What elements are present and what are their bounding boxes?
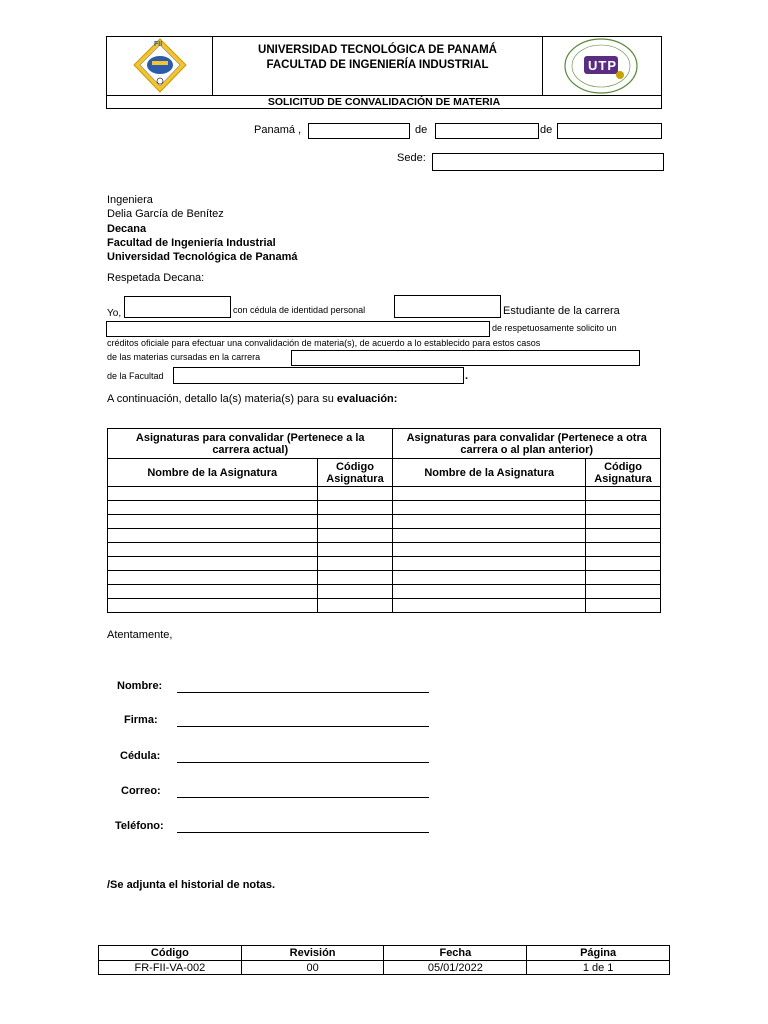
footer-table	[98, 945, 670, 975]
telefono-label: Teléfono:	[115, 820, 164, 832]
yo-label: Yo,	[107, 308, 122, 319]
cell-code-other[interactable]	[586, 571, 661, 585]
facultad-input[interactable]	[173, 367, 464, 384]
greeting: Respetada Decana:	[107, 272, 205, 284]
detalle-line	[107, 393, 397, 405]
cell-name-current[interactable]	[108, 501, 318, 515]
recipient-faculty: Facultad de Ingeniería Industrial	[107, 237, 276, 249]
correo-label: Correo:	[121, 785, 161, 797]
period: .	[465, 370, 469, 382]
cell-name-current[interactable]	[108, 585, 318, 599]
cell-name-current[interactable]	[108, 571, 318, 585]
cell-code-current[interactable]	[317, 571, 393, 585]
footer-value-revision: 00	[241, 961, 384, 975]
cedula-text: con cédula de identidad personal	[233, 305, 366, 315]
nombre-line[interactable]	[177, 692, 429, 693]
telefono-line[interactable]	[177, 832, 429, 833]
materias-text: de las materias cursadas en la carrera	[107, 352, 261, 362]
col-header-name-other: Nombre de la Asignatura	[393, 459, 586, 487]
cell-name-current[interactable]	[108, 599, 318, 613]
utp-logo-text: UTP	[588, 58, 617, 73]
recipient-title: Ingeniera	[107, 194, 153, 206]
cell-name-current[interactable]	[108, 487, 318, 501]
recipient-name: Delia García de Benítez	[107, 208, 224, 220]
footer-value-codigo: FR-FII-VA-002	[99, 961, 242, 975]
col-header-name-current: Nombre de la Asignatura	[108, 459, 318, 487]
cell-name-current[interactable]	[108, 543, 318, 557]
cell-code-other[interactable]	[586, 543, 661, 557]
cedula-sig-label: Cédula:	[120, 750, 161, 762]
cell-code-other[interactable]	[586, 557, 661, 571]
carrera-input[interactable]	[106, 321, 490, 337]
table-row	[108, 515, 661, 529]
closing: Atentamente,	[107, 629, 173, 641]
table-row	[108, 571, 661, 585]
estudiante-text: Estudiante de la carrera	[503, 305, 620, 317]
footer-header-revision: Revisión	[241, 946, 384, 961]
footer-header-codigo: Código	[99, 946, 242, 961]
respetuosamente-text: de respetuosamente solicito un	[492, 323, 617, 333]
recipient-role: Decana	[107, 223, 147, 235]
cell-code-other[interactable]	[586, 599, 661, 613]
correo-line[interactable]	[177, 797, 429, 798]
cell-name-other[interactable]	[393, 529, 586, 543]
group-header-other: Asignaturas para convalidar (Pertenece a otra carrera o al plan anterior)	[393, 429, 661, 459]
cell-code-other[interactable]	[586, 487, 661, 501]
cell-code-other[interactable]	[586, 501, 661, 515]
col-header-code-other: Código Asignatura	[586, 459, 661, 487]
de-label-1: de	[415, 124, 428, 136]
fii-logo	[132, 37, 188, 94]
cell-name-other[interactable]	[393, 599, 586, 613]
footer-value-fecha: 05/01/2022	[384, 961, 527, 975]
sede-input[interactable]	[432, 153, 664, 171]
form-title: SOLICITUD DE CONVALIDACIÓN DE MATERIA	[267, 96, 501, 108]
subjects-table	[107, 428, 661, 613]
cell-name-other[interactable]	[393, 585, 586, 599]
city-label: Panamá ,	[254, 124, 302, 136]
footer-header-pagina: Página	[527, 946, 670, 961]
group-header-current: Asignaturas para convalidar (Pertenece a la carrera actual)	[108, 429, 393, 459]
table-row	[108, 599, 661, 613]
cell-name-other[interactable]	[393, 501, 586, 515]
cell-code-current[interactable]	[317, 487, 393, 501]
year-input[interactable]	[557, 123, 662, 139]
col-header-code-current: Código Asignatura	[317, 459, 393, 487]
firma-label: Firma:	[124, 714, 158, 726]
cedula-line[interactable]	[177, 762, 429, 763]
footer-header-fecha: Fecha	[384, 946, 527, 961]
table-row	[108, 585, 661, 599]
utp-logo	[562, 37, 640, 95]
cell-name-current[interactable]	[108, 557, 318, 571]
cell-name-other[interactable]	[393, 515, 586, 529]
cell-name-current[interactable]	[108, 529, 318, 543]
footer-value-pagina: 1 de 1	[527, 961, 670, 975]
cell-name-other[interactable]	[393, 557, 586, 571]
cell-name-other[interactable]	[393, 487, 586, 501]
sede-label: Sede:	[397, 152, 426, 164]
de-label-2: de	[540, 124, 553, 136]
header-divider-right	[542, 36, 543, 95]
creditos-text: créditos oficiale para efectuar una convalidación de materia(s), de acuerdo a lo establecido para estos casos	[107, 338, 541, 348]
carrera-anterior-input[interactable]	[291, 350, 640, 366]
recipient-university: Universidad Tecnológica de Panamá	[107, 251, 298, 263]
cell-code-current[interactable]	[317, 543, 393, 557]
cell-code-other[interactable]	[586, 585, 661, 599]
table-row	[108, 557, 661, 571]
attachment-note: /Se adjunta el historial de notas.	[107, 879, 276, 891]
university-title: UNIVERSIDAD TECNOLÓGICA DE PANAMÁ	[258, 44, 497, 56]
fii-logo-text: FII	[154, 41, 163, 48]
month-input[interactable]	[435, 123, 539, 139]
cell-code-current[interactable]	[317, 585, 393, 599]
cell-name-other[interactable]	[393, 571, 586, 585]
table-row	[108, 487, 661, 501]
cedula-input[interactable]	[394, 295, 501, 318]
cell-code-current[interactable]	[317, 515, 393, 529]
cell-code-current[interactable]	[317, 529, 393, 543]
cell-code-other[interactable]	[586, 529, 661, 543]
cell-code-current[interactable]	[317, 557, 393, 571]
cell-name-other[interactable]	[393, 543, 586, 557]
cell-code-other[interactable]	[586, 515, 661, 529]
nombre-label: Nombre:	[117, 680, 163, 692]
detalle-prefix: A continuación, detallo la(s) materia(s) para su	[107, 393, 334, 405]
facultad-text: de la Facultad	[107, 371, 164, 381]
table-row	[108, 543, 661, 557]
day-input[interactable]	[308, 123, 410, 139]
cell-name-current[interactable]	[108, 515, 318, 529]
cell-code-current[interactable]	[317, 599, 393, 613]
table-row	[108, 501, 661, 515]
detalle-bold: evaluación:	[336, 393, 398, 405]
table-row	[108, 529, 661, 543]
faculty-title: FACULTAD DE INGENIERÍA INDUSTRIAL	[266, 59, 489, 71]
cell-code-current[interactable]	[317, 501, 393, 515]
firma-line[interactable]	[177, 726, 429, 727]
student-name-input[interactable]	[124, 296, 231, 318]
